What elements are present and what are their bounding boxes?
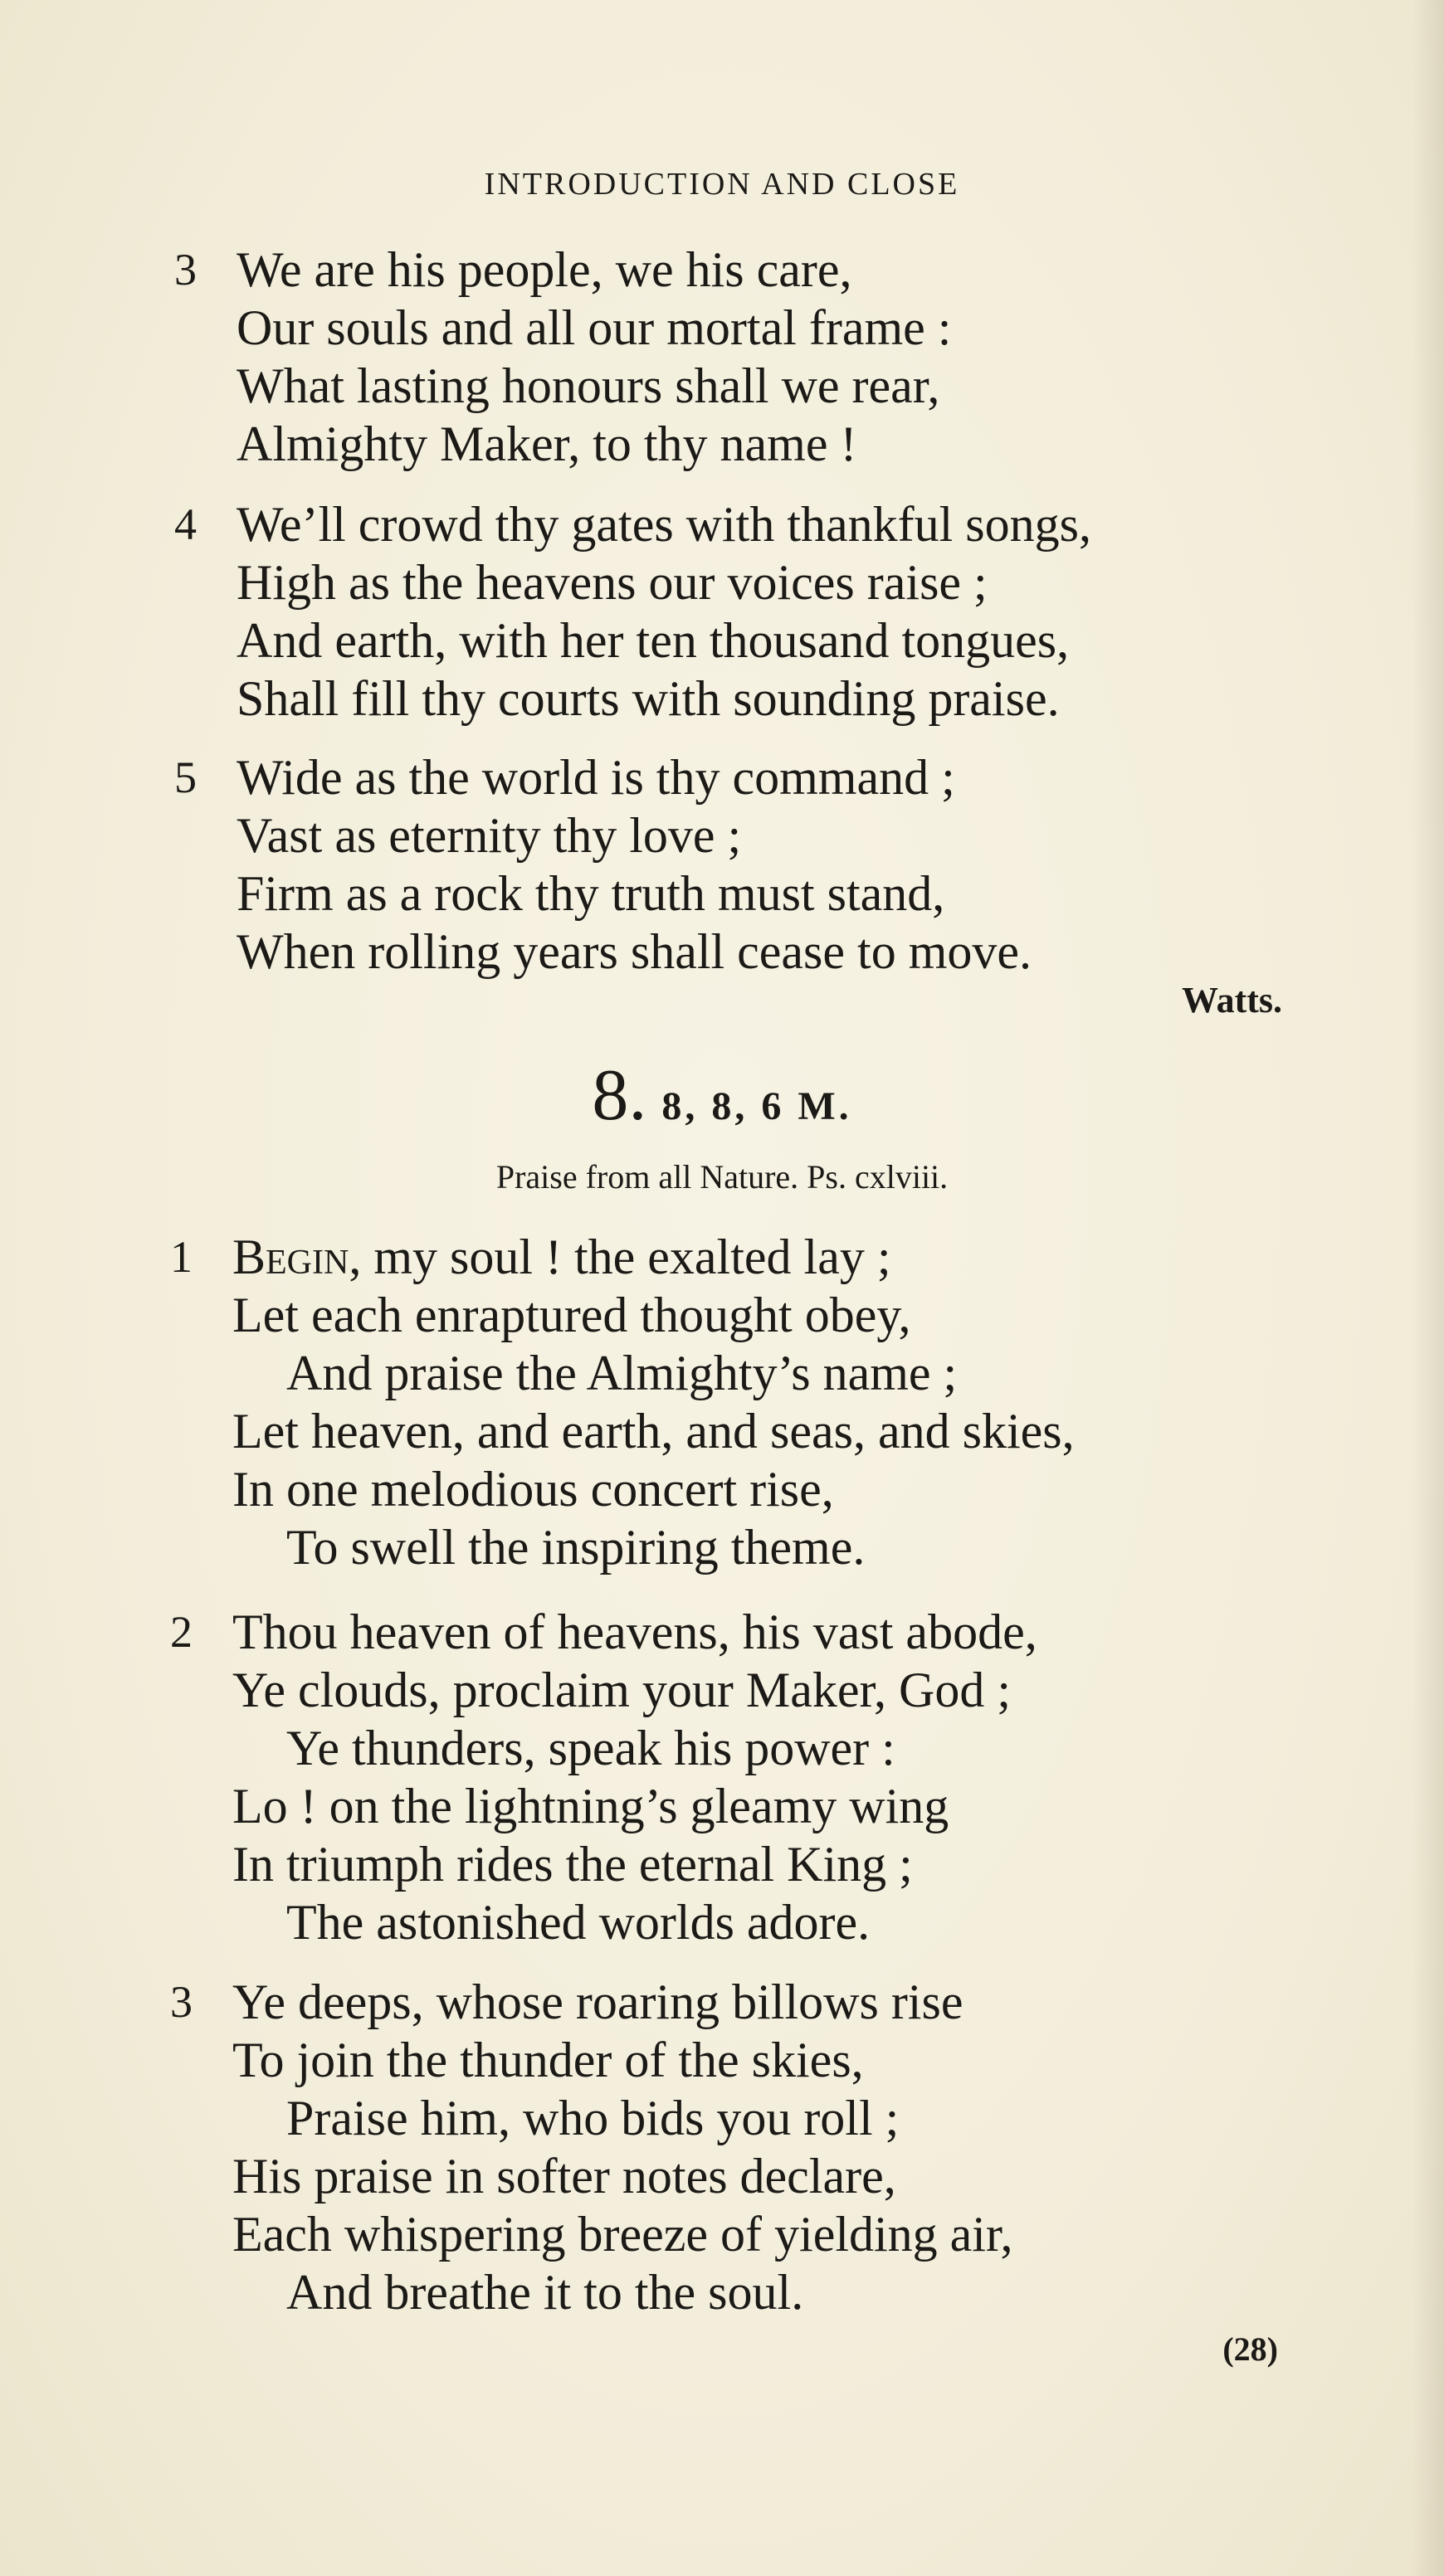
verse-line-first: [232, 1228, 891, 1286]
verse-line: Shall fill thy courts with sounding praise.: [237, 671, 1060, 726]
verse-line-indented: Praise him, who bids you roll ;: [286, 2091, 900, 2145]
hymn-meter: 8, 8, 6 M.: [661, 1084, 852, 1128]
verse-number: 1: [170, 1232, 193, 1282]
verse-number: 3: [170, 1977, 193, 2027]
verse-line: Let heaven, and earth, and seas, and skies,: [232, 1404, 1075, 1458]
verse-line: Let each enraptured thought obey,: [232, 1288, 911, 1342]
verse-line: Thou heaven of heavens, his vast abode,: [232, 1605, 1037, 1659]
verse-number: 3: [174, 245, 197, 295]
verse-line: Ye deeps, whose roaring billows rise: [232, 1975, 963, 2029]
verse-line: And earth, with her ten thousand tongues,: [237, 613, 1070, 668]
verse-number: 2: [170, 1607, 193, 1657]
page-number: (28): [1222, 2330, 1278, 2368]
hymn-heading: [0, 1054, 1444, 1137]
verse-line: Lo ! on the lightning’s gleamy wing: [232, 1779, 949, 1833]
verse-line: What lasting honours shall we rear,: [237, 358, 940, 413]
verse-line: Firm as a rock thy truth must stand,: [237, 866, 945, 921]
verse-line-indented: To swell the inspiring theme.: [286, 1520, 866, 1575]
verse-line: High as the heavens our voices raise ;: [237, 555, 988, 610]
verse-line: Our souls and all our mortal frame :: [237, 300, 952, 355]
running-head: INTRODUCTION AND CLOSE: [484, 167, 960, 202]
verse-line: When rolling years shall cease to move.: [237, 924, 1032, 979]
verse-line: Wide as the world is thy command ;: [237, 750, 955, 805]
verse-line: Each whispering breeze of yielding air,: [232, 2207, 1013, 2262]
verse-line: Vast as eternity thy love ;: [237, 808, 742, 863]
first-word: Begin,: [232, 1230, 362, 1284]
hymn-author: Watts.: [1182, 980, 1282, 1020]
verse-number: 5: [174, 752, 197, 802]
first-line-rest: my soul ! the exalted lay ;: [361, 1230, 891, 1284]
verse-line: Ye clouds, proclaim your Maker, God ;: [232, 1663, 1012, 1717]
hymn-number: 8.: [592, 1055, 647, 1136]
verse-line-indented: Ye thunders, speak his power :: [286, 1721, 895, 1775]
verse-line: In triumph rides the eternal King ;: [232, 1837, 913, 1892]
hymn-subtitle: Praise from all Nature. Ps. cxlviii.: [495, 1158, 949, 1195]
verse-line: In one melodious concert rise,: [232, 1462, 834, 1517]
verse-line: We are his people, we his care,: [237, 242, 852, 297]
verse-line: Almighty Maker, to thy name !: [237, 416, 857, 471]
verse-line: We’ll crowd thy gates with thankful songs,: [237, 497, 1091, 552]
verse-number: 4: [174, 499, 197, 549]
verse-line: To join the thunder of the skies,: [232, 2033, 864, 2087]
verse-line-indented: The astonished worlds adore.: [286, 1895, 871, 1950]
verse-line-indented: And breathe it to the soul.: [286, 2265, 804, 2320]
page-edge-shadow: [1411, 0, 1444, 2576]
verse-line-indented: And praise the Almighty’s name ;: [286, 1346, 958, 1400]
verse-line: His praise in softer notes declare,: [232, 2149, 896, 2203]
